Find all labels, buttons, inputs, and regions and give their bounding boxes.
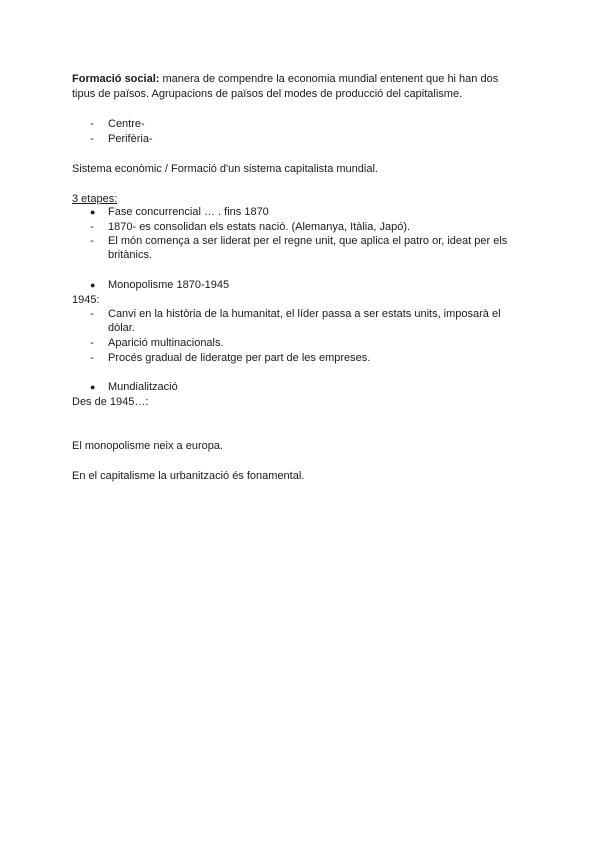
stage-1-note-continued: britànics. (108, 249, 153, 261)
bullet-marker: ● (90, 280, 96, 290)
definition-line-1 (72, 72, 498, 86)
stage-2-year: 1945: (72, 294, 100, 306)
definition-line-2: tipus de països. Agrupacions de països del modes de producció del capitalisme. (72, 88, 463, 100)
stage-3-since: Des de 1945…: (72, 396, 149, 408)
stage-3-title: Mundialització (108, 381, 178, 393)
stage-2-note: Procés gradual de lideratge per part de les empreses. (108, 352, 371, 364)
dash-marker: - (90, 133, 94, 145)
stage-2-note-continued: dòlar. (108, 322, 135, 334)
bullet-marker: ● (90, 382, 96, 392)
dash-marker: - (90, 308, 94, 320)
stage-1-note: 1870- es consolidan els estats nació. (Alemanya, Itàlia, Japó). (108, 221, 411, 233)
dash-marker: - (90, 221, 94, 233)
closing-line: El monopolisme neix a europa. (72, 440, 224, 452)
stages-heading: 3 etapes: (72, 193, 118, 205)
stage-1-title: Fase concurrencial … . fins 1870 (108, 206, 269, 218)
definition-term: Formació social: (72, 73, 160, 85)
dash-marker: - (90, 352, 94, 364)
bullet-marker: ● (90, 207, 96, 217)
dash-marker: - (90, 118, 94, 130)
stage-2-note: Canvi en la història de la humanitat, el líder passa a ser estats units, imposarà el (108, 308, 501, 320)
region-item-centre: Centre- (108, 118, 145, 130)
dash-marker: - (90, 337, 94, 349)
stage-2-title: Monopolisme 1870-1945 (108, 279, 230, 291)
stage-2-note: Aparició multinacionals. (108, 337, 224, 349)
system-line: Sistema econòmic / Formació d'un sistema capitalista mundial. (72, 163, 378, 175)
definition-text: manera de compendre la economia mundial entenent que hi han dos (159, 73, 499, 85)
region-item-periferia: Perifèria- (108, 133, 153, 145)
dash-marker: - (90, 235, 94, 247)
closing-line: En el capitalisme la urbanització és fonamental. (72, 470, 305, 482)
stage-1-note: El món comença a ser liderat per el regne unit, que aplica el patro or, ideat per els (108, 235, 508, 247)
